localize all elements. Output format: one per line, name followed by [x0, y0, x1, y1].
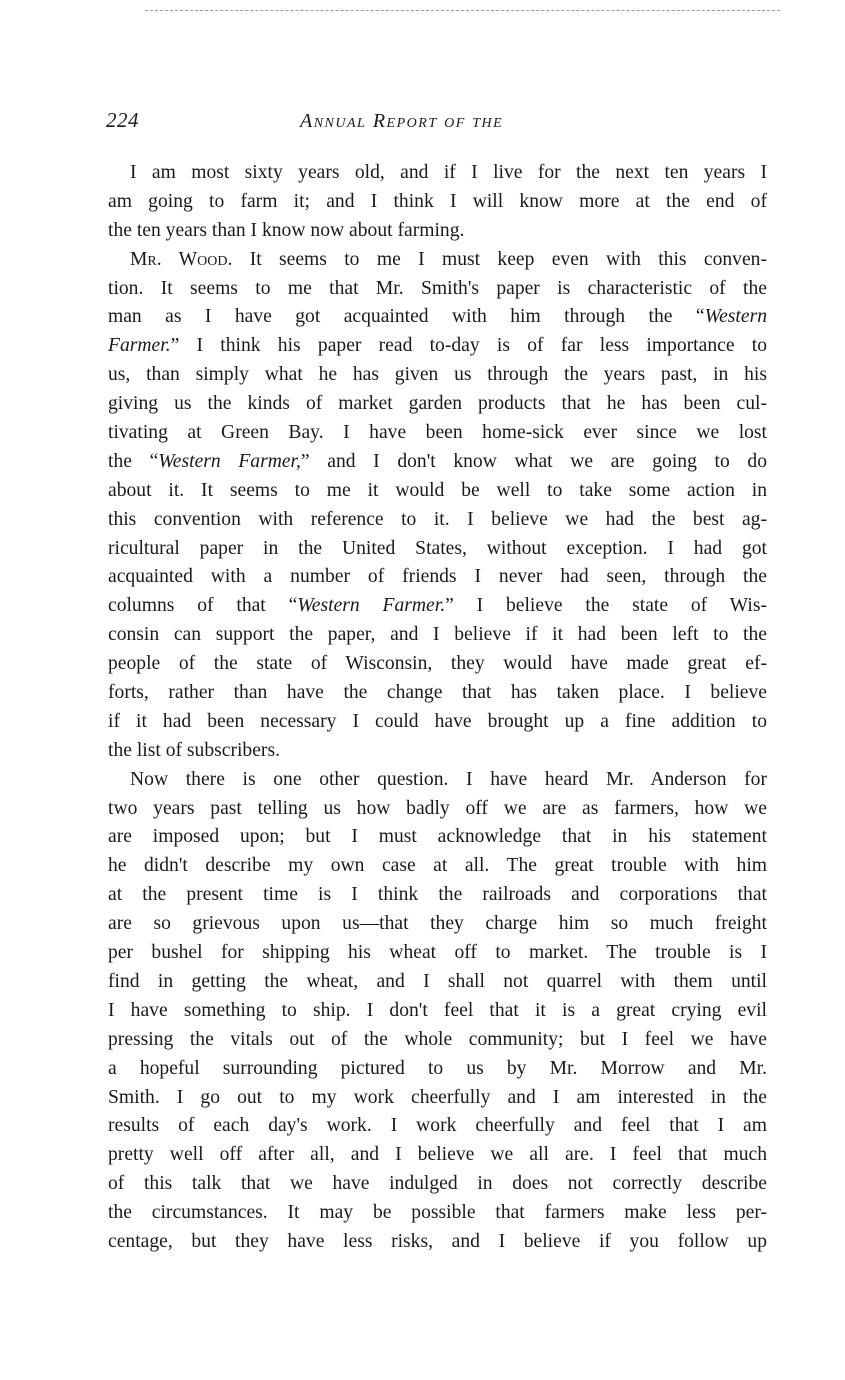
- text-line: I am most sixty years old, and if I live for the next ten years I: [130, 162, 767, 183]
- italic-title: Farmer.: [108, 335, 171, 357]
- text-line: [108, 332, 767, 361]
- text-line: he didn't describe my own case at all. The great trouble with him: [108, 855, 767, 877]
- text-segment: columns of that “: [108, 595, 298, 617]
- text-line: [108, 303, 767, 332]
- text-line: giving us the kinds of market garden products that he has been cul-: [108, 393, 767, 415]
- running-head: [300, 110, 503, 133]
- text-line: consin can support the paper, and I believe if it had been left to the: [108, 624, 767, 646]
- text-line: Now there is one other question. I have heard Mr. Anderson for: [130, 768, 767, 790]
- text-segment: the “: [108, 450, 159, 472]
- text-line: forts, rather than have the change that has taken place. I believe: [108, 682, 767, 704]
- text-line: centage, but they have less risks, and I believe if you follow up: [108, 1230, 767, 1252]
- text-line: the list of subscribers.: [108, 739, 280, 761]
- italic-title: Western: [704, 306, 767, 328]
- italic-title: Western Farmer,: [158, 450, 301, 472]
- text-segment: ” I think his paper read to-day is of far less importance to: [170, 335, 767, 357]
- text-line: per bushel for shipping his wheat off to market. The trouble is I: [108, 942, 767, 964]
- text-line: at the present time is I think the railroads and corporations that: [108, 884, 767, 906]
- text-line: the ten years than I know now about farming.: [108, 219, 465, 241]
- text-segment: man as I have got acquainted with him through the “: [108, 306, 705, 328]
- text-line: tivating at Green Bay. I have been home-sick ever since we lost: [108, 422, 767, 444]
- text-segment: ” I believe the state of Wis-: [445, 595, 767, 617]
- text-line: two years past telling us how badly off we are as farmers, how we: [108, 797, 767, 819]
- running-head-title: Annual Report of the: [300, 110, 504, 132]
- text-line: acquainted with a number of friends I never had seen, through the: [108, 566, 767, 588]
- text-line: the circumstances. It may be possible that farmers make less per-: [108, 1202, 767, 1224]
- text-line: ricultural paper in the United States, without exception. I had got: [108, 537, 767, 559]
- text-line: are imposed upon; but I must acknowledge that in his statement: [108, 826, 767, 848]
- text-line: people of the state of Wisconsin, they would have made great ef-: [108, 653, 767, 675]
- text-line: pressing the vitals out of the whole community; but I feel we have: [108, 1028, 767, 1050]
- text-line: this convention with reference to it. I believe we had the best ag-: [108, 508, 767, 530]
- text-line: [108, 592, 767, 621]
- body-text: [108, 159, 767, 1257]
- speaker-name: Mr. Wood.: [130, 248, 233, 270]
- text-line: results of each day's work. I work cheerfully and feel that I am: [108, 1115, 767, 1137]
- text-line: I have something to ship. I don't feel that it is a great crying evil: [108, 999, 767, 1021]
- text-line: of this talk that we have indulged in does not correctly describe: [108, 1173, 767, 1195]
- text-line: us, than simply what he has given us through the years past, in his: [108, 364, 767, 386]
- text-segment: ” and I don't know what we are going to do: [300, 450, 767, 472]
- text-line: am going to farm it; and I think I will know more at the end of: [108, 190, 767, 212]
- text-line: [108, 246, 767, 275]
- text-line: about it. It seems to me it would be well to take some action in: [108, 479, 767, 501]
- page-number: 224: [106, 108, 139, 132]
- text-line: [108, 448, 767, 477]
- text-segment: It seems to me I must keep even with this conven-: [232, 248, 767, 270]
- top-edge-rule: [145, 10, 780, 11]
- text-line: a hopeful surrounding pictured to us by Mr. Morrow and Mr.: [108, 1057, 767, 1079]
- text-line: Smith. I go out to my work cheerfully and I am interested in the: [108, 1086, 767, 1108]
- text-line: if it had been necessary I could have brought up a fine addition to: [108, 710, 767, 732]
- text-line: pretty well off after all, and I believe we all are. I feel that much: [108, 1144, 767, 1166]
- text-line: are so grievous upon us—that they charge him so much freight: [108, 913, 767, 935]
- text-line: find in getting the wheat, and I shall not quarrel with them until: [108, 970, 767, 992]
- text-line: tion. It seems to me that Mr. Smith's paper is characteristic of the: [108, 277, 767, 299]
- italic-title: Western Farmer.: [297, 595, 446, 617]
